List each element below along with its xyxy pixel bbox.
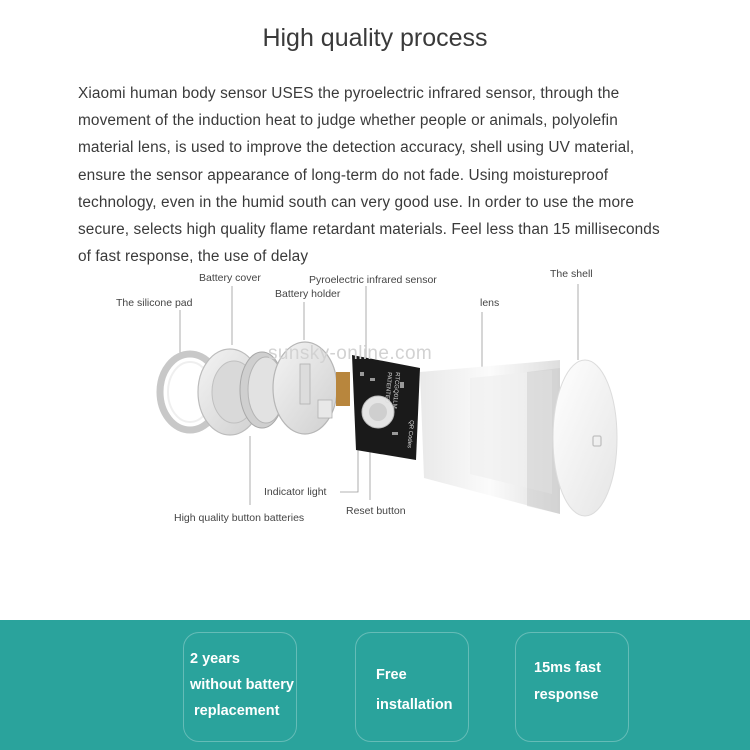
label-reset-button: Reset button: [346, 505, 406, 517]
paragraph-line: Xiaomi human body sensor USES the pyroelectric infrared sensor, through the: [78, 85, 620, 102]
paragraph-line: ensure the sensor appearance of long-term do not fade. Using moistureproof: [78, 166, 609, 184]
paragraph-line: movement of the induction heat to judge whether people or animals, polyolefin: [78, 112, 618, 130]
pcb-board-part: [352, 355, 420, 460]
feature-band: [0, 620, 750, 750]
paragraph-line: material lens, is used to improve the detection accuracy, shell using UV material,: [78, 139, 635, 157]
label-battery-holder: Battery holder: [275, 288, 341, 300]
label-shell: The shell: [550, 268, 593, 280]
pcb-text: QR Codes: [405, 419, 414, 449]
label-pir-sensor: Pyroelectric infrared sensor: [309, 274, 437, 286]
description-paragraph: [78, 80, 718, 270]
paragraph-line: secure, selects high quality flame retardant materials. Feel less than 15 milliseconds: [78, 221, 660, 239]
pcb-text: PATENTED: [383, 371, 392, 404]
paragraph-line: technology, even in the humid south can very good use. In order to use the more: [78, 193, 635, 211]
paragraph-line: of fast response, the use of delay: [78, 248, 309, 266]
feature-text-response: 15ms fast response: [534, 660, 601, 703]
pcb-text: RTCGQ01LM: [390, 371, 400, 409]
label-battery-cover: Battery cover: [199, 272, 261, 284]
shell-part: [420, 360, 617, 516]
label-indicator-light: Indicator light: [264, 486, 327, 498]
label-lens: lens: [480, 297, 500, 309]
label-batteries: High quality button batteries: [174, 512, 305, 524]
feature-text-installation: Free installation: [376, 667, 453, 713]
feature-text-battery: 2 years without battery replacement: [190, 651, 294, 719]
watermark: sunsky-online.com: [268, 343, 433, 364]
label-silicone-pad: The silicone pad: [116, 297, 193, 309]
page-title: High quality process: [262, 24, 488, 52]
